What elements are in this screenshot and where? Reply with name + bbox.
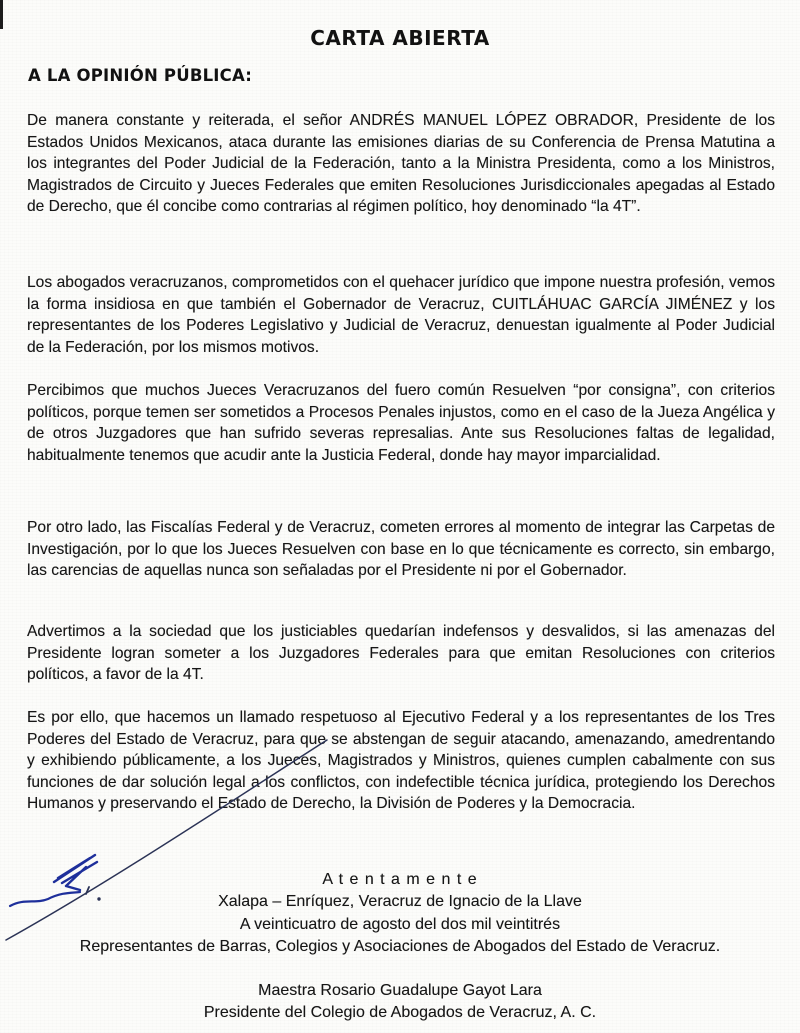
closing-place-line: Xalapa – Enríquez, Veracruz de Ignacio de la Llave bbox=[218, 893, 582, 911]
paragraph-1: De manera constante y reiterada, el señor ANDRÉS MANUEL LÓPEZ OBRADOR, Presidente de los Estados Unidos Mexicanos, ataca durante las emisiones diarias de su Conferencia de Prensa Matutina a los integrantes del Poder Judicial de la Federación, tanto a la Ministra Presidenta, como a los Ministros, Magistrados de Circuito y Jueces Federales que emiten Resoluciones Jurisdiccionales apegadas al Estado de Derecho, que él concibe como contrarias al régimen político, hoy denominado “la 4T”. bbox=[27, 112, 775, 216]
closing-date-line: A veinticuatro de agosto del dos mil veintitrés bbox=[239, 915, 561, 933]
letter-salutation: A LA OPINIÓN PÚBLICA: bbox=[28, 66, 253, 85]
paragraph-3: Percibimos que muchos Jueces Veracruzanos del fuero común Resuelven “por consigna”, con criterios políticos, porque temen ser sometidos a Procesos Penales injustos, como en el caso de la Jueza Angélica y de otros Juzgadores que han sufrido severas represalias. Ante sus Resoluciones faltas de legalidad, habitualmente tenemos que acudir ante la Justicia Federal, donde hay mayor imparcialidad. bbox=[27, 382, 775, 464]
closing-block bbox=[0, 869, 800, 958]
signer-title: Presidente del Colegio de Abogados de Veracruz, A. C. bbox=[203, 1004, 597, 1022]
paragraph-5: Advertimos a la sociedad que los justiciables quedarían indefensos y desvalidos, si las amenazas del Presidente logran someter a los Juzgadores Federales para que emitan Resoluciones con criterios políticos, a favor de la 4T. bbox=[27, 623, 775, 684]
closing-signers-line: Representantes de Barras, Colegios y Asociaciones de Abogados del Estado de Veracruz. bbox=[79, 937, 721, 955]
signer-block bbox=[0, 980, 800, 1025]
letter-title: CARTA ABIERTA bbox=[310, 26, 490, 50]
scan-edge-artifact bbox=[0, 0, 3, 29]
paragraph-6: Es por ello, que hacemos un llamado respetuoso al Ejecutivo Federal y a los representantes de los Tres Poderes del Estado de Veracruz, para que se abstengan de seguir atacando, amenazando, amedrentando y exhibiendo públicamente, a los Jueces, Magistrados y Ministros, quienes cumplen cabalmente con sus funciones de dar solución legal a los conflictos, con indefectible técnica jurídica, protegiendo los Derechos Humanos y preservando el Estado de Derecho, la División de Poderes y la Democracia. bbox=[27, 709, 775, 813]
paragraph-4: Por otro lado, las Fiscalías Federal y de Veracruz, cometen errores al momento de integrar las Carpetas de Investigación, por lo que los Jueces Resuelven con base en lo que técnicamente es correcto, sin embargo, las carencias de aquellas nunca son señaladas por el Presidente ni por el Gobernador. bbox=[27, 519, 775, 580]
paragraph-2: Los abogados veracruzanos, comprometidos con el quehacer jurídico que impone nuestra profesión, vemos la forma insidiosa en que también el Gobernador de Veracruz, CUITLÁHUAC GARCÍA JIMÉNEZ y los representantes de los Poderes Legislativo y Judicial de Veracruz, denuestan igualmente al Poder Judicial de la Federación, por los mismos motivos. bbox=[27, 274, 775, 356]
signer-name: Maestra Rosario Guadalupe Gayot Lara bbox=[258, 982, 542, 999]
closing-atentamente: A t e n t a m e n t e bbox=[322, 871, 478, 888]
